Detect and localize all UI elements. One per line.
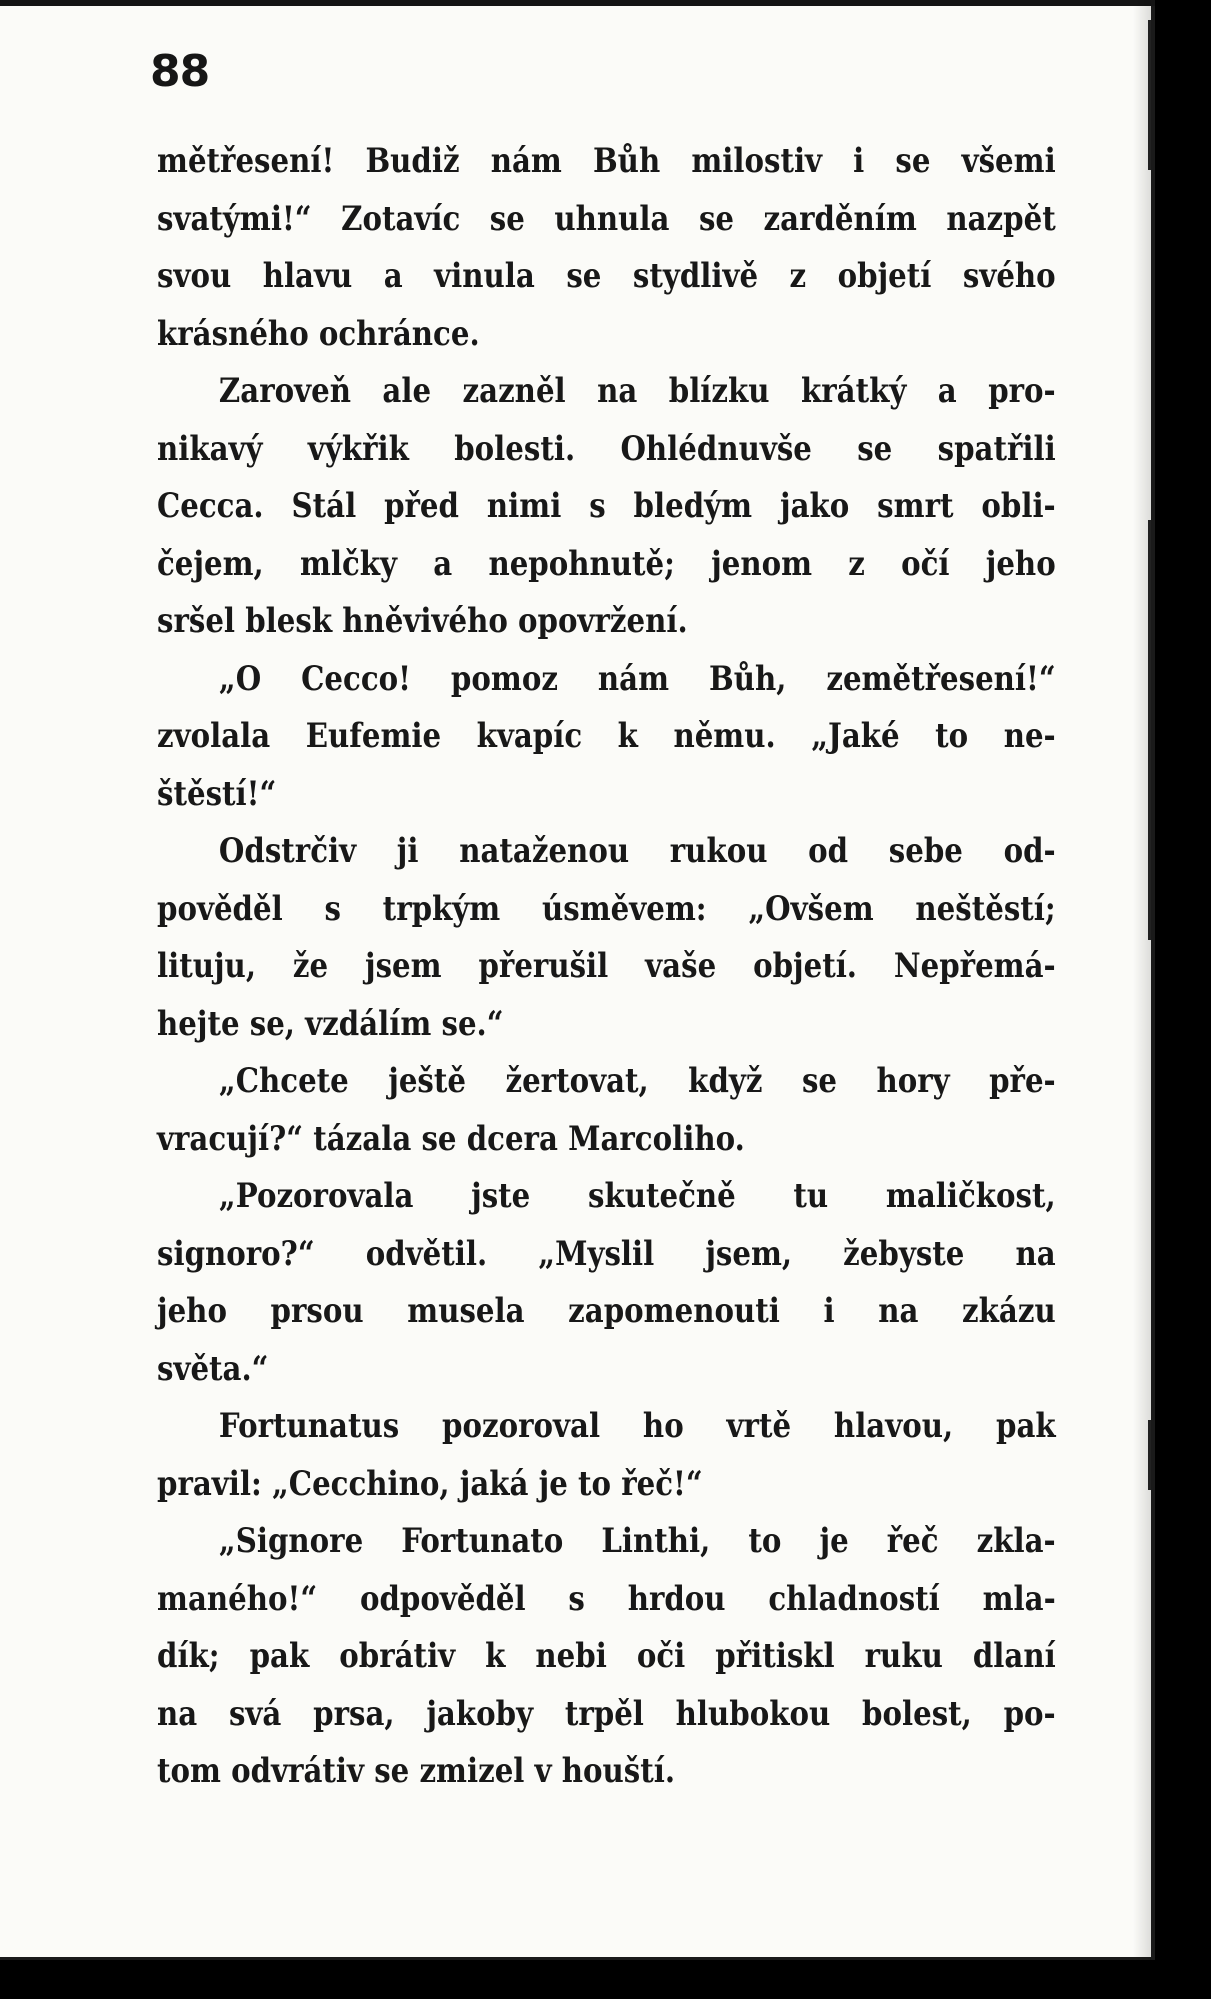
text-line: světa.“	[157, 1348, 269, 1389]
text-line: dík; pak obrátiv k nebi oči přitiskl ruku dlaní	[157, 1636, 1056, 1676]
spine-edge-mark	[1148, 20, 1151, 170]
page-top-edge	[0, 0, 1155, 6]
spine-edge-mark	[1148, 520, 1151, 940]
body-text	[157, 133, 1056, 1801]
text-line: Fortunatus pozoroval ho vrtě hlavou, pak	[218, 1406, 1056, 1446]
text-line: zvolala Eufemie kvapíc k němu. „Jaké to ne-	[157, 716, 1056, 756]
text-line: mětřesení! Budiž nám Bůh milostiv i se všemi	[157, 141, 1056, 181]
text-line: „Pozorovala jste skutečně tu maličkost,	[218, 1176, 1056, 1216]
text-line: pověděl s trpkým úsměvem: „Ovšem neštěstí;	[157, 888, 1056, 929]
text-line: Cecca. Stál před nimi s bledým jako smrt obli-	[157, 486, 1056, 526]
text-line: lituju, že jsem přerušil vaše objetí. Nepřemá-	[157, 946, 1056, 986]
text-line: čejem, mlčky a nepohnutě; jenom z očí jeho	[157, 543, 1056, 584]
text-line: „O Cecco! pomoz nám Bůh, zemětřesení!“	[218, 658, 1056, 699]
text-line: na svá prsa, jakoby trpěl hlubokou bolest, po-	[157, 1693, 1056, 1734]
page-number: 88	[150, 46, 210, 97]
text-line: krásného ochránce.	[157, 313, 480, 354]
spine-edge-mark	[1148, 1420, 1151, 1490]
text-line: „Signore Fortunato Linthi, to je řeč zkla-	[218, 1521, 1056, 1561]
text-line: štěstí!“	[157, 773, 277, 814]
text-line: svou hlavu a vinula se stydlivě z objetí svého	[157, 256, 1056, 296]
text-line: signoro?“ odvětil. „Myslil jsem, žebyste na	[157, 1233, 1056, 1274]
text-line: tom odvrátiv se zmizel v houští.	[157, 1751, 676, 1791]
text-line: nikavý výkřik bolesti. Ohlédnuvše se spatřili	[157, 428, 1056, 469]
text-line: „Chcete ještě žertovat, když se hory pře-	[218, 1061, 1056, 1101]
text-line: svatými!“ Zotavíc se uhnula se zarděním nazpět	[157, 198, 1056, 239]
text-line: Odstrčiv ji nataženou rukou od sebe od-	[218, 831, 1056, 871]
text-line: sršel blesk hněvivého opovržení.	[157, 601, 688, 641]
text-line: vracují?“ tázala se dcera Marcoliho.	[157, 1118, 745, 1159]
text-line: hejte se, vzdálím se.“	[157, 1003, 504, 1044]
spine-shadow	[1133, 0, 1151, 1960]
text-line: maného!“ odpověděl s hrdou chladností mla-	[157, 1578, 1056, 1619]
text-line: Zaroveň ale zazněl na blízku krátký a pro-	[218, 371, 1056, 411]
text-line: jeho prsou musela zapomenouti i na zkázu	[157, 1291, 1056, 1331]
text-line: pravil: „Cecchino, jaká je to řeč!“	[157, 1463, 703, 1504]
